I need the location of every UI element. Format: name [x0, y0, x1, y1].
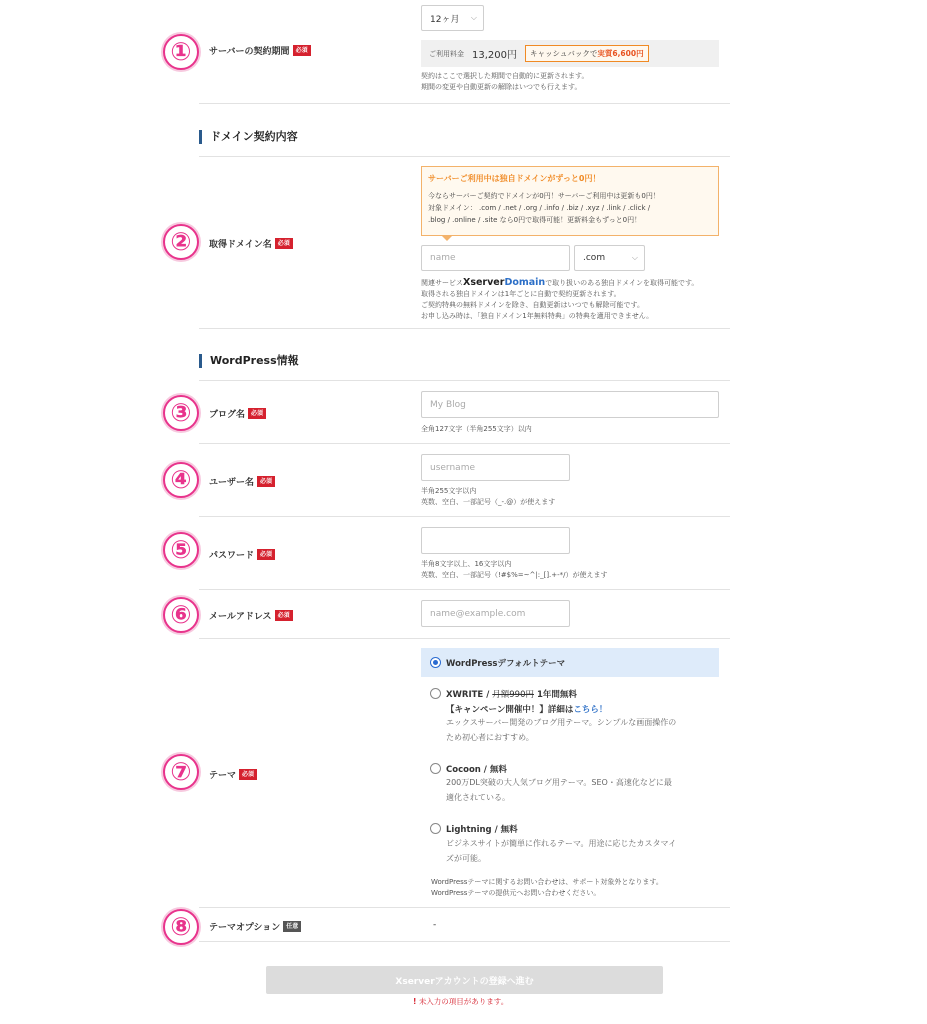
radio-lightning[interactable]: [430, 823, 441, 834]
chevron-down-icon: ⌵: [470, 13, 477, 22]
required-badge: 必須: [293, 45, 311, 56]
step-5-badge: ⑤: [163, 532, 199, 568]
required-badge: 必須: [257, 549, 275, 560]
theme-name-xwrite: XWRITE / 月額990円 1年間無料: [446, 690, 577, 700]
step-7-badge: ⑦: [163, 754, 199, 790]
chevron-down-icon: ⌵: [631, 253, 638, 262]
step-4-badge: ④: [163, 462, 199, 498]
blog-name-note: 全角127文字（半角255文字）以内: [421, 425, 532, 433]
blog-name-label: ブログ名 必須: [209, 407, 266, 420]
theme-name-default: WordPressデフォルトテーマ: [446, 659, 566, 669]
divider: [199, 156, 730, 157]
contract-period-label: サーバーの契約期間 必須: [209, 44, 311, 57]
radio-cocoon[interactable]: [430, 763, 441, 774]
divider: [199, 516, 730, 517]
contract-notes: 契約はここで選択した期間で自動的に更新されます。 期間の変更や自動更新の解除はいつでも行えます。: [421, 72, 589, 91]
theme-desc-lightning: ビジネスサイトが簡単に作れるテーマ。用途に応じたカスタマイ ズが可能。: [446, 839, 677, 863]
required-badge: 必須: [239, 769, 257, 780]
step-8-badge: ⑧: [163, 909, 199, 945]
theme-option-value: -: [433, 920, 437, 930]
username-input[interactable]: username: [421, 454, 570, 481]
theme-name-cocoon: Cocoon / 無料: [446, 765, 507, 775]
username-label: ユーザー名 必須: [209, 475, 275, 488]
required-badge: 必須: [248, 408, 266, 419]
password-notes: 半角8文字以上、16文字以内 英数、空白、一部記号（!#$%=~^|:_[].+-*/）が使えます: [421, 560, 608, 579]
divider: [199, 103, 730, 104]
required-badge: 必須: [257, 476, 275, 487]
step-1-badge: ①: [163, 34, 199, 70]
domain-section-title: ドメイン契約内容: [199, 130, 298, 144]
password-input[interactable]: [421, 527, 570, 554]
theme-option-label: テーマオプション 任意: [209, 920, 301, 933]
divider: [199, 638, 730, 639]
required-badge: 必須: [275, 610, 293, 621]
divider: [199, 328, 730, 329]
contract-period-select[interactable]: 12ヶ月 ⌵: [421, 5, 484, 31]
wordpress-section-title: WordPress情報: [199, 354, 299, 368]
submit-button[interactable]: Xserverアカウントの登録へ進む: [266, 966, 663, 994]
domain-label: 取得ドメイン名 必須: [209, 237, 293, 250]
warning-icon: !: [413, 997, 417, 1006]
xserver-logo-text: Xserver: [463, 277, 505, 288]
theme-desc-cocoon: 200万DL突破の大人気ブログ用テーマ。SEO・高速化などに最 適化されている。: [446, 778, 672, 802]
optional-badge: 任意: [283, 921, 301, 932]
theme-notes: WordPressテーマに関するお問い合わせは、サポート対象外となります。 WordPressテーマの提供元へお問い合わせください。: [431, 878, 663, 897]
campaign-link[interactable]: こちら！: [573, 705, 608, 715]
promo-pointer: [441, 235, 453, 241]
radio-default-selected[interactable]: [430, 657, 441, 668]
divider: [199, 907, 730, 908]
email-label: メールアドレス 必須: [209, 609, 293, 622]
error-message: ! 未入力の項目があります。: [413, 997, 509, 1006]
theme-desc-xwrite: エックスサーバー開発のブログ用テーマ。シンプルな画面操作の ため初心者におすすめ。: [446, 718, 677, 742]
blog-name-input[interactable]: My Blog: [421, 391, 719, 418]
xwrite-campaign: 【キャンペーン開催中！】詳細はこちら！: [446, 705, 608, 715]
divider: [199, 589, 730, 590]
username-notes: 半角255文字以内 英数、空白、一部記号（_-.@）が使えます: [421, 487, 556, 506]
radio-xwrite[interactable]: [430, 688, 441, 699]
theme-label: テーマ 必須: [209, 768, 257, 781]
step-3-badge: ③: [163, 395, 199, 431]
divider: [199, 443, 730, 444]
domain-notes: 関連サービスXserverDomainで取り扱いのある独自ドメインを取得可能です。 取得される独自ドメインは1年ごとに自動で契約更新されます。 ご契約特典の無料ドメインを除き、自動更新はいつでも解除可能です。 お申し込み時は、「独自ドメイン1年無料特典」の特典を適用できません。: [421, 277, 699, 320]
theme-name-lightning: Lightning / 無料: [446, 825, 518, 835]
required-badge: 必須: [275, 238, 293, 249]
tld-select[interactable]: .com ⌵: [574, 245, 645, 271]
step-6-badge: ⑥: [163, 597, 199, 633]
divider: [199, 380, 730, 381]
fee-box: ご利用料金 13,200円 キャッシュバックで実質6,600円: [421, 40, 719, 67]
domain-promo-box: サーバーご利用中は独自ドメインがずっと0円！ 今ならサーバーご契約でドメインが0円！サーバーご利用中は更新も0円！ 対象ドメイン： .com / .net / .org / .info / .biz / .xyz / .link / .click / .blog / .online / .site なら0円で取得可能！更新料金もずっと0円！: [421, 166, 719, 236]
fee-value: 13,200円: [472, 50, 517, 61]
password-label: パスワード 必須: [209, 548, 275, 561]
divider: [199, 941, 730, 942]
email-input[interactable]: name@example.com: [421, 600, 570, 627]
domain-name-input[interactable]: name: [421, 245, 570, 271]
cashback-badge: キャッシュバックで実質6,600円: [525, 45, 649, 62]
step-2-badge: ②: [163, 224, 199, 260]
